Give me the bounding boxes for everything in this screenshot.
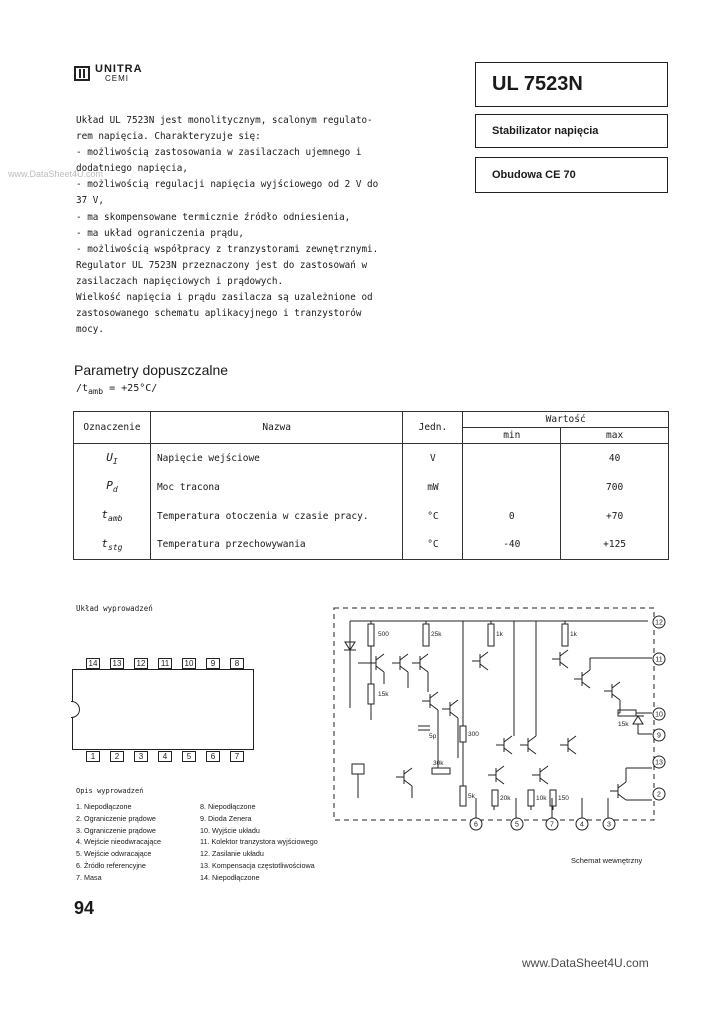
cell-max: +125	[561, 531, 669, 560]
pin-description: 10. Wyjście układu	[200, 825, 260, 835]
dip-pin-bottom: 3	[134, 751, 148, 762]
resistor-15k	[368, 684, 374, 704]
transistor-q6-icon	[574, 670, 590, 688]
label-r1k-b: 1k	[570, 631, 577, 638]
intro-line: - możliwością regulacji napięcia wyjściowego od 2 V do	[76, 179, 379, 191]
pin-description: 14. Niepodłączone	[200, 872, 260, 882]
unitra-logo-icon	[74, 66, 90, 81]
dip-pin-bottom: 1	[86, 751, 100, 762]
schematic-node-label: 3	[607, 821, 611, 829]
pin-description: 4. Wejście nieodwracające	[76, 837, 161, 847]
dip-package-outline	[72, 669, 254, 750]
pin-description: 9. Dioda Zenera	[200, 813, 252, 823]
header-symbol: Oznaczenie	[74, 412, 151, 444]
resistor-1k-a	[488, 624, 494, 646]
brand-sub: CEMI	[105, 74, 129, 83]
pin-description: 3. Ograniczenie prądowe	[76, 825, 156, 835]
intro-line: Układ UL 7523N jest monolitycznym, scalonym regulato-	[76, 115, 373, 126]
resistor-25k	[423, 624, 429, 646]
cell-name: Temperatura przechowywania	[150, 531, 403, 560]
intro-line: Wielkość napięcia i prądu zasilacza są uzależnione od	[76, 292, 373, 304]
transistor-q11-icon	[488, 766, 504, 784]
pin-description: 1. Niepodłączone	[76, 802, 132, 811]
watermark-top: www.DataSheet4U.com	[8, 169, 104, 179]
label-r5k: 5k	[468, 793, 475, 800]
schematic-node-label: 7	[550, 821, 554, 829]
cell-max: +70	[561, 502, 669, 531]
resistor-10k	[528, 790, 534, 806]
transistor-q15-icon	[560, 736, 576, 754]
function-label: Stabilizator napięcia	[492, 125, 599, 137]
resistor-500	[368, 624, 374, 646]
cell-min: 0	[463, 502, 561, 531]
cell-unit: °C	[403, 531, 463, 560]
transistor-q3-icon	[412, 654, 428, 672]
package-label: Obudowa CE 70	[492, 169, 576, 181]
transistor-q10-icon	[396, 768, 412, 786]
resistor-1k-b	[562, 624, 568, 646]
cell-name: Temperatura otoczenia w czasie pracy.	[150, 502, 403, 531]
intro-line: - możliwością zastosowania w zasilaczach ujemnego i	[76, 147, 362, 159]
schematic-node-label: 4	[580, 821, 584, 829]
output-transistor-icon	[352, 764, 364, 774]
cell-name: Moc tracona	[150, 473, 403, 502]
intro-line: dodatniego napięcia,	[76, 163, 188, 175]
cell-min	[463, 444, 561, 473]
table-row	[74, 444, 669, 473]
schematic-node-label: 13	[655, 759, 663, 767]
schematic-node-label: 5	[515, 821, 519, 829]
cell-symbol: $t_{amb}$	[74, 502, 151, 531]
pin-description: 13. Kompensacja częstotliwościowa	[200, 860, 315, 870]
header-max: max	[561, 428, 669, 444]
cell-symbol: $U_I$	[74, 444, 151, 473]
intro-line: 37 V,	[76, 195, 104, 207]
params-title: Parametry dopuszczalne	[74, 362, 229, 378]
params-condition: $/t_{amb} = +25^\circ C/$	[76, 383, 158, 396]
pin-description: 12. Zasilanie układu	[200, 849, 264, 859]
label-r1k-a: 1k	[496, 631, 503, 638]
dip-pin-top: 8	[230, 658, 244, 669]
transistor-q4-icon	[472, 652, 488, 670]
internal-schematic	[328, 598, 674, 838]
transistor-q14-icon	[520, 736, 536, 754]
brand-logo	[74, 64, 143, 83]
intro-line: mocy.	[76, 324, 104, 336]
dip-pin-bottom: 6	[206, 751, 220, 762]
resistor-30k	[432, 768, 450, 774]
schematic-node-label: 12	[655, 619, 663, 627]
params-table	[73, 411, 669, 560]
part-number: UL 7523N	[492, 73, 583, 95]
transistor-q2-icon	[392, 654, 408, 672]
pin-description: 2. Ograniczenie prądowe	[76, 813, 156, 823]
zener-diode-b-icon	[633, 716, 643, 724]
pin1-notch-icon	[71, 701, 80, 718]
transistor-q7-icon	[604, 682, 620, 700]
dip-pin-top: 13	[110, 658, 124, 669]
dip-pin-top: 14	[86, 658, 100, 669]
pins-list-right	[200, 801, 318, 884]
label-r300: 300	[468, 731, 479, 738]
dip-pin-top: 10	[182, 658, 196, 669]
cell-name: Napięcie wejściowe	[150, 444, 403, 473]
transistor-q9-icon	[442, 700, 458, 718]
label-r15k: 15k	[378, 691, 389, 698]
resistor-15k-b	[618, 710, 636, 716]
cell-max: 40	[561, 444, 669, 473]
table-row	[74, 502, 669, 531]
cell-unit: V	[403, 444, 463, 473]
transistor-q12-icon	[532, 766, 548, 784]
schematic-node-label: 2	[657, 791, 661, 799]
cell-min: -40	[463, 531, 561, 560]
intro-text	[76, 113, 461, 338]
pins-list-left	[76, 801, 161, 884]
function-box	[475, 114, 668, 148]
pin-description: 5. Wejście odwracające	[76, 849, 152, 859]
watermark-bottom: www.DataSheet4U.com	[522, 956, 649, 970]
schematic-caption: Schemat wewnętrzny	[571, 856, 643, 865]
label-r25k: 25k	[431, 631, 442, 638]
transistor-q8-icon	[422, 692, 438, 710]
schematic-node-label: 6	[474, 821, 478, 829]
schematic-node-label: 10	[655, 711, 663, 719]
cell-min	[463, 473, 561, 502]
part-number-box	[475, 62, 668, 107]
dip-pin-bottom: 4	[158, 751, 172, 762]
dip-pin-top: 9	[206, 658, 220, 669]
pin-description: 6. Źródło referencyjne	[76, 860, 146, 870]
label-r15k-b: 15k	[618, 721, 629, 728]
brand-name: UNITRA	[95, 63, 143, 75]
dip-pin-top: 11	[158, 658, 172, 669]
header-min: min	[463, 428, 561, 444]
cell-max: 700	[561, 473, 669, 502]
label-r150: 150	[558, 795, 569, 802]
pins-description-title: Opis wyprowadzeń	[76, 787, 144, 795]
table-row	[74, 531, 669, 560]
transistor-q5-icon	[552, 650, 568, 668]
intro-line: zastosowanego schematu aplikacyjnego i tranzystorów	[76, 308, 362, 320]
intro-line: zasilaczach napięciowych i prądowych.	[76, 275, 284, 287]
dip-pin-top: 12	[134, 658, 148, 669]
cell-symbol: $P_d$	[74, 473, 151, 502]
resistor-300	[460, 726, 466, 742]
resistor-20k	[492, 790, 498, 806]
intro-line: - ma układ ograniczenia prądu,	[76, 227, 244, 239]
transistor-q1-icon	[368, 654, 384, 672]
label-r500: 500	[378, 631, 389, 638]
pin-description: 11. Kolektor tranzystora wyjściowego	[200, 837, 318, 847]
transistor-q13-icon	[496, 736, 512, 754]
label-r30k: 30k	[433, 760, 444, 767]
dip-pin-bottom: 7	[230, 751, 244, 762]
resistor-5k	[460, 786, 466, 806]
schematic-node-label: 9	[657, 732, 661, 740]
resistor-150	[550, 790, 556, 806]
package-box	[475, 157, 668, 193]
label-r20k: 20k	[500, 795, 511, 802]
header-name: Nazwa	[150, 412, 403, 444]
intro-line: Regulator UL 7523N przeznaczony jest do zastosowań w	[76, 259, 368, 271]
intro-line: rem napięcia. Charakteryzuje się:	[76, 131, 261, 143]
cell-unit: mW	[403, 473, 463, 502]
cell-unit: °C	[403, 502, 463, 531]
intro-line: - możliwością współpracy z tranzystorami zewnętrznymi.	[76, 243, 379, 255]
pinout-title: Układ wyprowadzeń	[76, 604, 153, 613]
label-c5p: 5p	[429, 733, 437, 740]
dip-pin-bottom: 2	[110, 751, 124, 762]
header-value: Wartość	[463, 412, 669, 428]
cell-symbol: $t_{stg}$	[74, 531, 151, 560]
page-number: 94	[74, 898, 95, 918]
intro-line: - ma skompensowane termicznie źródło odniesienia,	[76, 211, 351, 223]
transistor-q16-icon	[610, 782, 626, 800]
pin-description: 8. Niepodłączone	[200, 802, 256, 811]
brand-text	[95, 64, 143, 83]
table-row	[74, 473, 669, 502]
dip-pin-bottom: 5	[182, 751, 196, 762]
label-r10k: 10k	[536, 795, 547, 802]
header-unit: Jedn.	[403, 412, 463, 444]
schematic-node-label: 11	[655, 656, 663, 664]
pin-description: 7. Masa	[76, 872, 102, 882]
